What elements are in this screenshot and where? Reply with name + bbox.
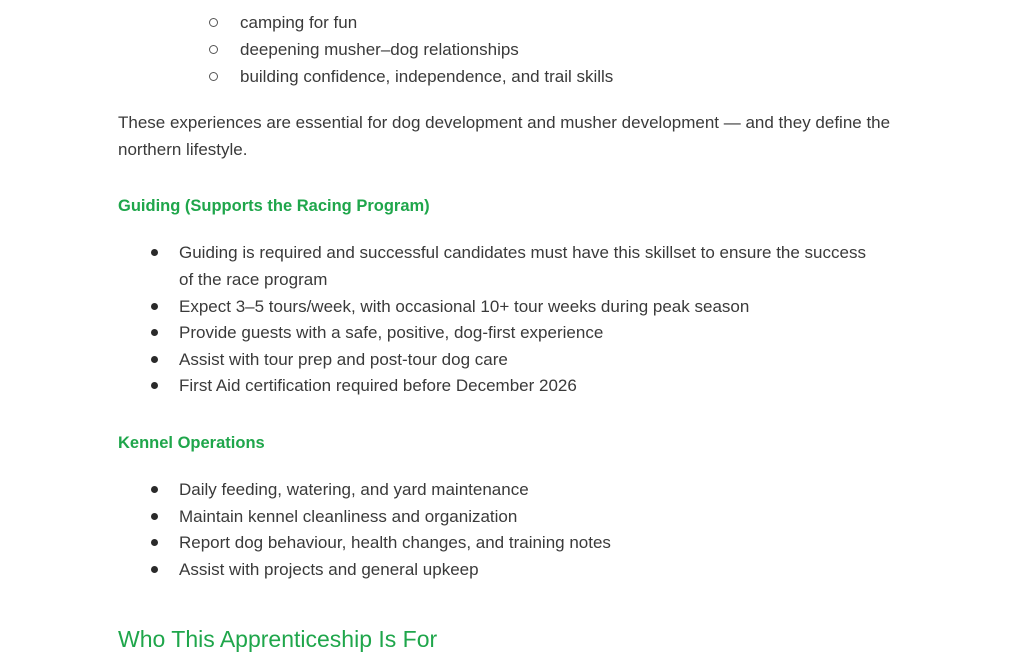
hollow-circle-bullet-icon xyxy=(209,18,218,27)
list-item-text: Daily feeding, watering, and yard maintenance xyxy=(179,480,529,499)
list-item-text: Assist with projects and general upkeep xyxy=(179,559,479,579)
sub-list-item-text: deepening musher–dog relationships xyxy=(240,40,519,59)
intro-paragraph: These experiences are essential for dog development and musher development — and they define the northern lifestyle. xyxy=(118,113,891,159)
kennel-operations-heading: Kennel Operations xyxy=(118,434,265,452)
hollow-circle-bullet-icon xyxy=(209,45,218,54)
sub-list-item xyxy=(209,36,613,63)
bullet-dot-icon xyxy=(151,566,158,573)
sub-list-item xyxy=(209,9,613,36)
list-item xyxy=(149,372,869,399)
sub-bullet-list xyxy=(209,9,613,90)
list-item-text: Maintain kennel cleanliness and organization xyxy=(179,506,518,526)
list-item xyxy=(149,529,869,556)
list-item-text: Provide guests with a safe, positive, dog-first experience xyxy=(179,323,604,342)
hollow-circle-bullet-icon xyxy=(209,72,218,81)
list-item-text: Assist with tour prep and post-tour dog care xyxy=(179,349,508,369)
bullet-dot-icon xyxy=(151,382,158,389)
bullet-dot-icon xyxy=(151,539,158,546)
sub-list-item-text: camping for fun xyxy=(240,13,358,32)
bullet-dot-icon xyxy=(151,486,158,493)
bullet-dot-icon xyxy=(151,303,158,310)
list-item xyxy=(149,556,869,583)
list-item xyxy=(149,293,869,320)
list-item-text: Expect 3–5 tours/week, with occasional 10+ tour weeks during peak season xyxy=(179,296,750,316)
bullet-dot-icon xyxy=(151,249,158,256)
guiding-list xyxy=(149,239,869,399)
list-item xyxy=(149,503,869,530)
sub-list-item-text: building confidence, independence, and trail skills xyxy=(240,67,614,86)
kennel-list xyxy=(149,476,869,582)
list-item-text: First Aid certification required before December 2026 xyxy=(179,376,577,395)
guiding-heading: Guiding (Supports the Racing Program) xyxy=(118,197,430,215)
list-item xyxy=(149,476,869,503)
list-item xyxy=(149,239,869,293)
list-item xyxy=(149,319,869,346)
list-item-text: Report dog behaviour, health changes, and training notes xyxy=(179,533,611,552)
section-heading: Who This Apprenticeship Is For xyxy=(118,626,438,652)
bullet-dot-icon xyxy=(151,513,158,520)
sub-list-item xyxy=(209,63,613,90)
list-item-text: Guiding is required and successful candidates must have this skillset to ensure the success of the race program xyxy=(179,243,866,289)
list-item xyxy=(149,346,869,373)
bullet-dot-icon xyxy=(151,329,158,336)
bullet-dot-icon xyxy=(151,356,158,363)
